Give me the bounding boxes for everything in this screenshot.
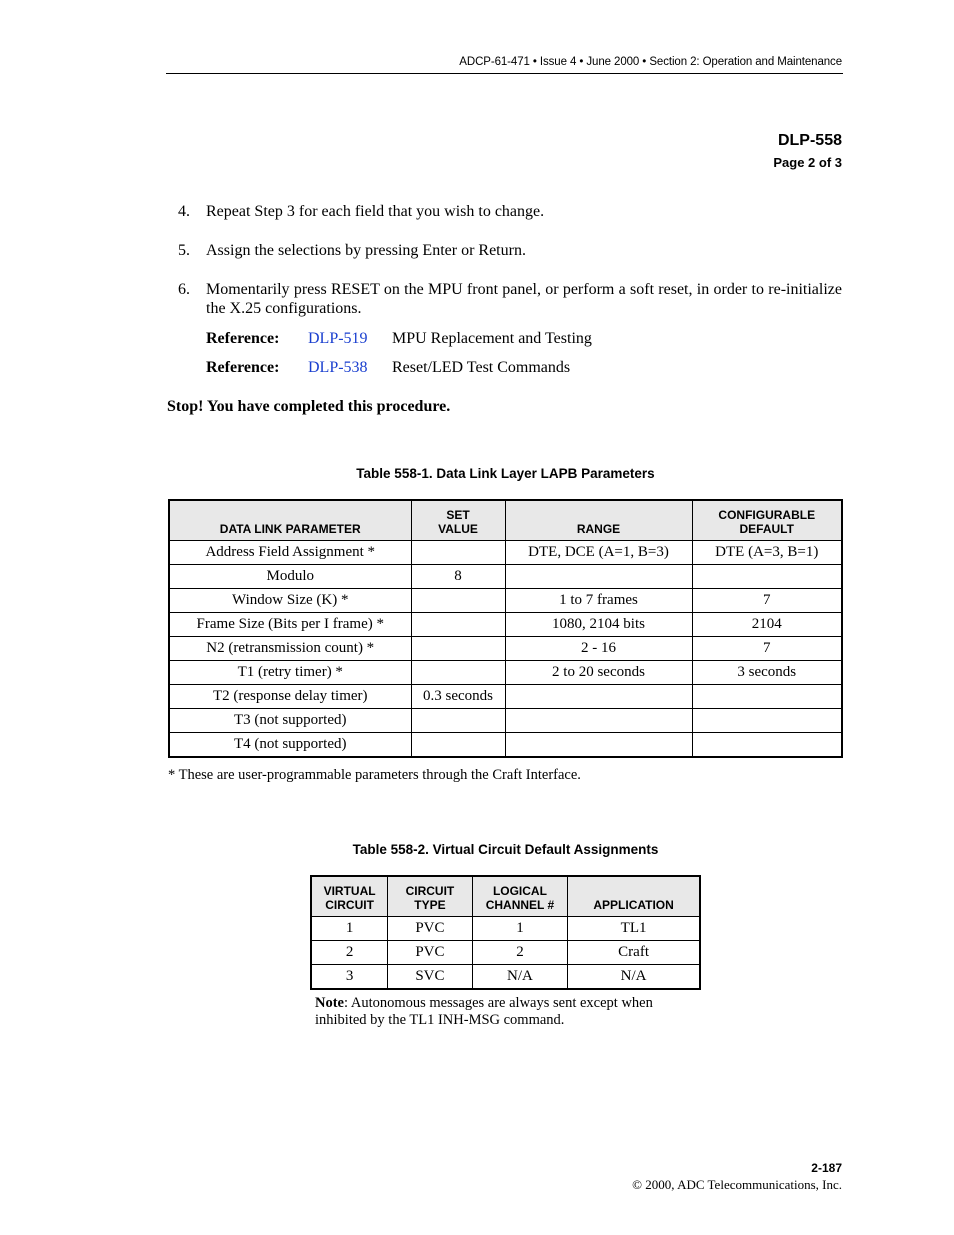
table-cell: Window Size (K) * xyxy=(169,588,411,612)
table-cell: 2104 xyxy=(692,612,842,636)
stop-message: Stop! You have completed this procedure. xyxy=(167,398,451,415)
col-header-range: RANGE xyxy=(505,500,692,540)
table-cell: T3 (not supported) xyxy=(169,708,411,732)
table-cell: N/A xyxy=(568,964,700,989)
table-cell: T4 (not supported) xyxy=(169,732,411,757)
step-text: Momentarily press RESET on the MPU front panel, or perform a soft reset, in order to re-initialize the X.25 configurations. xyxy=(206,281,842,317)
table-row xyxy=(169,588,842,612)
table-cell xyxy=(505,684,692,708)
col-header-virtual-circuit: VIRTUAL CIRCUIT xyxy=(311,876,388,916)
note-label: Note xyxy=(315,995,344,1011)
table-cell: 3 seconds xyxy=(692,660,842,684)
table-cell: 2 xyxy=(311,940,388,964)
table-cell: N/A xyxy=(472,964,568,989)
table-cell: 0.3 seconds xyxy=(411,684,505,708)
table-cell: 2 to 20 seconds xyxy=(505,660,692,684)
virtual-circuit-table xyxy=(310,875,701,990)
reference-2 xyxy=(206,359,570,377)
table-cell: 8 xyxy=(411,564,505,588)
table-row xyxy=(169,732,842,757)
step-number: 5. xyxy=(178,242,190,259)
table-row xyxy=(169,708,842,732)
table-cell xyxy=(411,636,505,660)
table-cell xyxy=(411,660,505,684)
reference-link-dlp-538[interactable]: DLP-538 xyxy=(308,359,368,376)
procedure-page: Page 2 of 3 xyxy=(773,155,842,170)
table-row xyxy=(311,916,700,940)
table-cell: 1 xyxy=(311,916,388,940)
col-header-logical-channel: LOGICAL CHANNEL # xyxy=(472,876,568,916)
table1-caption: Table 558-1. Data Link Layer LAPB Parameters xyxy=(356,466,655,481)
table-cell: DTE, DCE (A=1, B=3) xyxy=(505,540,692,564)
table-cell: 1 xyxy=(472,916,568,940)
page-number: 2-187 xyxy=(811,1161,842,1175)
table-cell xyxy=(692,684,842,708)
step-number: 4. xyxy=(178,203,190,220)
table-cell: 7 xyxy=(692,588,842,612)
table-cell xyxy=(692,732,842,757)
table-cell: SVC xyxy=(388,964,473,989)
table-row xyxy=(169,636,842,660)
procedure-title: DLP-558 xyxy=(777,132,842,149)
col-header-set-value: SET VALUE xyxy=(411,500,505,540)
table-cell: T2 (response delay timer) xyxy=(169,684,411,708)
table-cell xyxy=(692,708,842,732)
table-row xyxy=(169,684,842,708)
table-row xyxy=(169,564,842,588)
table-cell: PVC xyxy=(388,940,473,964)
reference-label: Reference: xyxy=(206,330,280,347)
table2-note xyxy=(315,995,701,1029)
table-cell: T1 (retry timer) * xyxy=(169,660,411,684)
step-4 xyxy=(178,202,842,221)
step-5 xyxy=(178,241,842,260)
table-row xyxy=(169,612,842,636)
table-row xyxy=(311,964,700,989)
table-cell: N2 (retransmission count) * xyxy=(169,636,411,660)
table-cell: Address Field Assignment * xyxy=(169,540,411,564)
step-6 xyxy=(178,280,842,318)
table-cell: 3 xyxy=(311,964,388,989)
step-number: 6. xyxy=(178,281,190,298)
col-header-default: CONFIGURABLE DEFAULT xyxy=(692,500,842,540)
reference-1 xyxy=(206,330,592,348)
table-cell xyxy=(411,540,505,564)
table-cell xyxy=(505,708,692,732)
reference-title: MPU Replacement and Testing xyxy=(392,330,592,347)
reference-link-dlp-519[interactable]: DLP-519 xyxy=(308,330,368,347)
header-rule xyxy=(166,73,843,74)
table-cell: 2 xyxy=(472,940,568,964)
table-cell xyxy=(411,732,505,757)
copyright: © 2000, ADC Telecommunications, Inc. xyxy=(632,1177,842,1192)
note-text: : Autonomous messages are always sent except when inhibited by the TL1 INH-MSG command. xyxy=(315,995,653,1028)
table-cell: 1 to 7 frames xyxy=(505,588,692,612)
running-header: ADCP-61-471 • Issue 4 • June 2000 • Section 2: Operation and Maintenance xyxy=(459,56,842,68)
col-header-circuit-type: CIRCUIT TYPE xyxy=(388,876,473,916)
table-cell: TL1 xyxy=(568,916,700,940)
reference-label: Reference: xyxy=(206,359,280,376)
step-text: Repeat Step 3 for each field that you wish to change. xyxy=(206,203,545,220)
table-cell xyxy=(411,588,505,612)
table-cell: Frame Size (Bits per I frame) * xyxy=(169,612,411,636)
table1-footnote: * These are user-programmable parameters through the Craft Interface. xyxy=(168,767,581,783)
table-cell: 2 - 16 xyxy=(505,636,692,660)
table-cell xyxy=(692,564,842,588)
table-cell: DTE (A=3, B=1) xyxy=(692,540,842,564)
table-cell: 1080, 2104 bits xyxy=(505,612,692,636)
step-text: Assign the selections by pressing Enter or Return. xyxy=(206,242,526,259)
table-cell xyxy=(411,708,505,732)
table-cell xyxy=(411,612,505,636)
col-header-application: APPLICATION xyxy=(568,876,700,916)
lapb-parameters-table xyxy=(168,499,843,758)
col-header-parameter: DATA LINK PARAMETER xyxy=(169,500,411,540)
table-cell: 7 xyxy=(692,636,842,660)
reference-title: Reset/LED Test Commands xyxy=(392,359,571,376)
table-row xyxy=(169,660,842,684)
table2-caption: Table 558-2. Virtual Circuit Default Assignments xyxy=(352,842,659,857)
table-cell xyxy=(505,564,692,588)
table-cell: PVC xyxy=(388,916,473,940)
table-row xyxy=(311,940,700,964)
table-row xyxy=(169,540,842,564)
table-cell xyxy=(505,732,692,757)
table-cell: Craft xyxy=(568,940,700,964)
table-cell: Modulo xyxy=(169,564,411,588)
